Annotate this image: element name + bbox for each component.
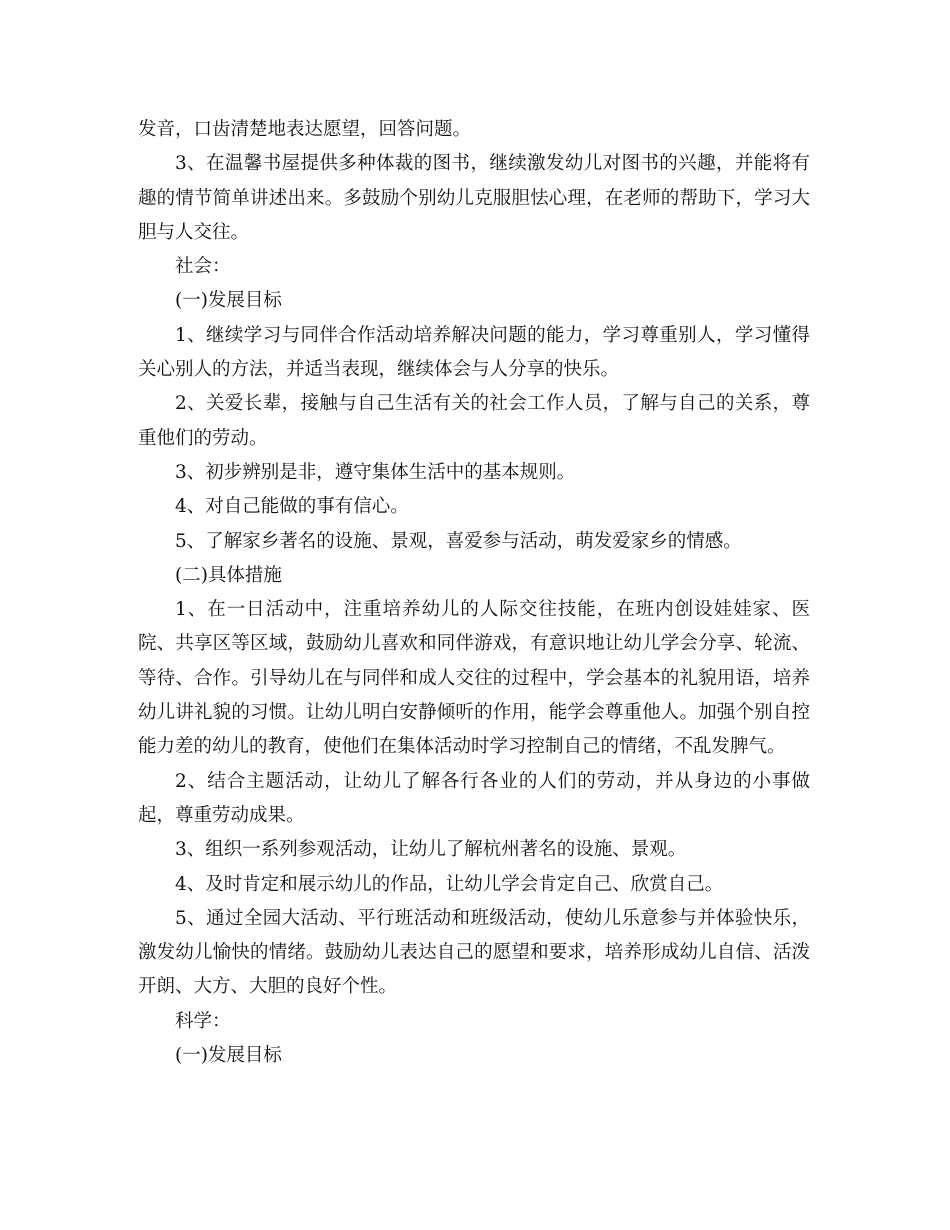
paragraph-language-item-3: 3、在温馨书屋提供多种体裁的图书，继续激发幼儿对图书的兴趣，并能将有趣的情节简单讲述出来。多鼓励个别幼儿克服胆怯心理，在老师的帮助下，学习大胆与人交往。 [138, 153, 810, 243]
paragraph-goal-5: 5、了解家乡著名的设施、景观，喜爱参与活动，萌发爱家乡的情感。 [175, 530, 742, 552]
paragraph-measure-3: 3、组织一系列参观活动，让幼儿了解杭州著名的设施、景观。 [175, 839, 687, 861]
subheading-development-goals: (一)发展目标 [175, 290, 282, 312]
subheading-specific-measures: (二)具体措施 [175, 564, 282, 586]
section-heading-social: 社会： [175, 256, 231, 278]
section-heading-science: 科学： [175, 1010, 231, 1032]
paragraph-goal-3: 3、初步辨别是非，遵守集体生活中的基本规则。 [175, 461, 576, 483]
document-body [138, 113, 810, 1073]
subheading-science-development-goals: (一)发展目标 [175, 1045, 282, 1067]
paragraph-goal-4: 4、对自己能做的事有信心。 [175, 496, 409, 518]
paragraph-measure-5: 5、通过全园大活动、平行班活动和班级活动，使幼儿乐意参与并体验快乐，激发幼儿愉快的情绪。鼓励幼儿表达自己的愿望和要求，培养形成幼儿自信、活泼开朗、大方、大胆的良好个性。 [138, 907, 810, 998]
paragraph-measure-2: 2、结合主题活动，让幼儿了解各行各业的人们的劳动，并从身边的小事做起，尊重劳动成果。 [138, 770, 810, 826]
paragraph-measure-1: 1、在一日活动中，注重培养幼儿的人际交往技能，在班内创设娃娃家、医院、共享区等区域，鼓励幼儿喜欢和同伴游戏，有意识地让幼儿学会分享、轮流、等待、合作。引导幼儿在与同伴和成人交往的过程中，学会基本的礼貌用语，培养幼儿讲礼貌的习惯。让幼儿明白安静倾听的作用，能学会尊重他人。加强个别自控能力差的幼儿的教育，使他们在集体活动时学习控制自己的情绪，不乱发脾气。 [138, 599, 810, 758]
paragraph-measure-4: 4、及时肯定和展示幼儿的作品，让幼儿学会肯定自己、欣赏自己。 [175, 873, 724, 895]
paragraph-goal-2: 2、关爱长辈，接触与自己生活有关的社会工作人员，了解与自己的关系，尊重他们的劳动。 [138, 393, 810, 449]
paragraph-continued: 发音，口齿清楚地表达愿望，回答问题。 [138, 119, 472, 140]
paragraph-goal-1: 1、继续学习与同伴合作活动培养解决问题的能力，学习尊重别人，学习懂得关心别人的方法，并适当表现，继续体会与人分享的快乐。 [138, 324, 810, 381]
